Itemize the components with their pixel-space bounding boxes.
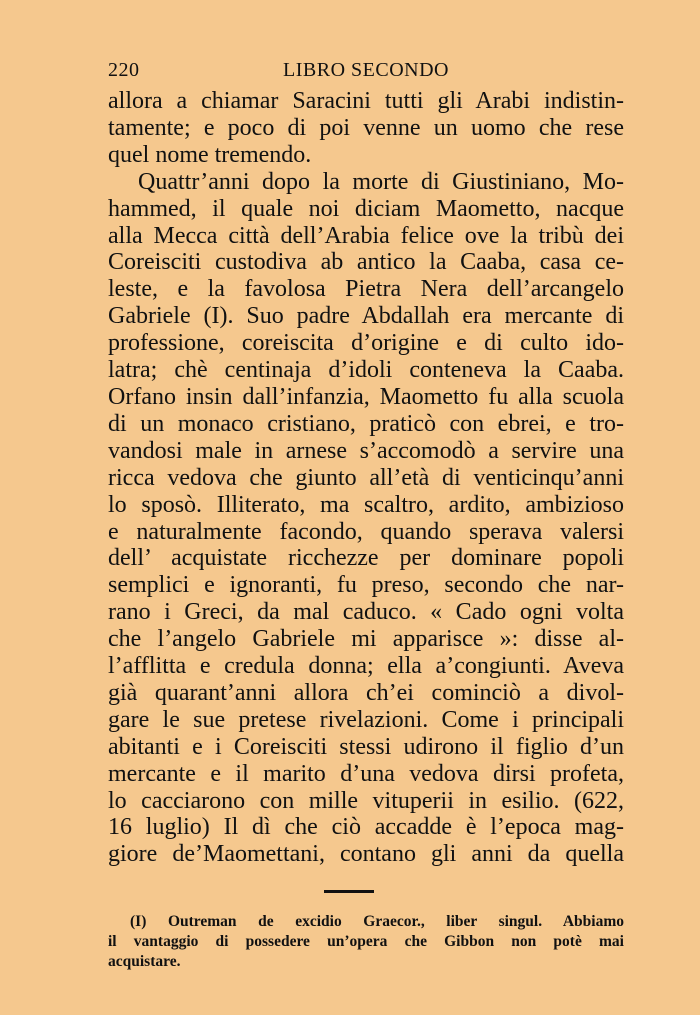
text-line: giore de’Maomettani, contano gli anni da quella — [108, 841, 624, 868]
text-line: vandosi male in arnese s’accomodò a servire una — [108, 437, 624, 464]
text-line: rano i Greci, da mal caduco. « Cado ogni volta — [108, 599, 624, 626]
text-line: e naturalmente facondo, quando sperava valersi — [108, 518, 624, 545]
text-line: tamente; e poco di poi venne un uomo che rese — [108, 114, 624, 141]
footnote-line: acquistare. — [108, 953, 181, 970]
footnote-divider — [324, 890, 374, 893]
text-line: di un monaco cristiano, praticò con ebrei, e tro- — [108, 410, 624, 437]
text-line: abitanti e i Coreisciti stessi udirono il figlio d’un — [108, 733, 624, 760]
footnote-line: il vantaggio di possedere un’opera che Gibbon non potè mai — [108, 933, 624, 950]
text-line: ricca vedova che giunto all’età di venticinqu’anni — [108, 464, 624, 491]
text-line: alla Mecca città dell’Arabia felice ove la tribù dei — [108, 222, 624, 249]
text-line: allora a chiamar Saracini tutti gli Arabi indistin- — [108, 88, 624, 114]
footnote-line: (I) Outreman de excidio Graecor., liber singul. Abbiamo — [130, 913, 624, 930]
footnote — [108, 912, 624, 972]
running-head: LIBRO SECONDO — [283, 59, 449, 81]
text-line: latra; chè centinaja d’idoli conteneva la Caaba. — [108, 357, 624, 384]
text-line: Coreisciti custodiva ab antico la Caaba, casa ce- — [108, 249, 624, 276]
text-line: semplici e ignoranti, fu preso, secondo che nar- — [108, 572, 624, 599]
body-text — [108, 88, 624, 868]
text-line: già quarant’anni allora ch’ei cominciò a divol- — [108, 679, 624, 706]
text-line: leste, e la favolosa Pietra Nera dell’arcangelo — [108, 276, 624, 303]
text-line: Orfano insin dall’infanzia, Maometto fu alla scuola — [108, 383, 624, 410]
page-number: 220 — [108, 59, 140, 81]
text-line: lo cacciarono con mille vituperii in esilio. (622, — [108, 787, 624, 814]
text-line: mercante e il marito d’una vedova dirsi profeta, — [108, 760, 624, 787]
text-line: gare le sue pretese rivelazioni. Come i principali — [108, 706, 624, 733]
text-line: Gabriele (I). Suo padre Abdallah era mercante di — [108, 303, 624, 330]
text-line: quel nome tremendo. — [108, 141, 312, 168]
text-line: professione, coreiscita d’origine e di culto ido- — [108, 330, 624, 357]
text-line: dell’ acquistate ricchezze per dominare popoli — [108, 545, 624, 572]
text-line: hammed, il quale noi diciam Maometto, nacque — [108, 195, 624, 222]
text-line: che l’angelo Gabriele mi apparisce »: disse al- — [108, 626, 624, 653]
text-line: lo sposò. Illiterato, ma scaltro, ardito, ambizioso — [108, 491, 624, 518]
text-line: Quattr’anni dopo la morte di Giustiniano, Mo- — [138, 168, 624, 195]
text-line: l’afflitta e credula donna; ella a’congiunti. Aveva — [108, 653, 624, 680]
text-line: 16 luglio) Il dì che ciò accadde è l’epoca mag- — [108, 814, 624, 841]
page-header — [108, 59, 624, 89]
